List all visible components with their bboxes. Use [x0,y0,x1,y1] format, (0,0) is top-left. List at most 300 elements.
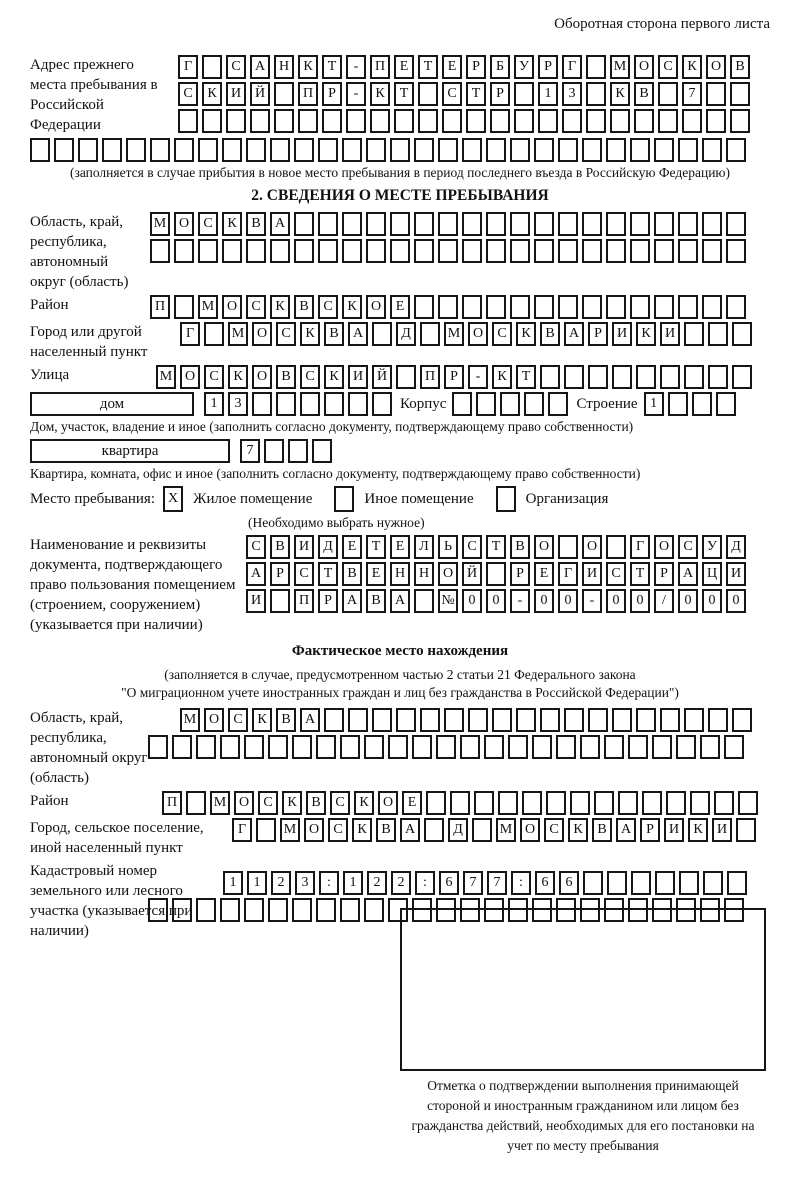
char-cell [514,82,534,106]
char-cell [450,791,470,815]
char-cell [288,439,308,463]
char-cell [244,898,264,922]
char-cell: И [582,562,602,586]
korpus-cells [452,392,572,416]
char-cell: О [204,708,224,732]
char-cell [300,392,320,416]
fact-oblast-group [30,708,770,788]
char-cell [468,708,488,732]
char-cell: О [234,791,254,815]
char-cell: Е [402,791,422,815]
char-cell [366,239,386,263]
char-cell: Е [394,55,414,79]
char-cell [510,239,530,263]
char-cell [582,239,602,263]
char-cell: С [246,535,266,559]
prev-address-row-2 [178,82,754,106]
char-cell: И [612,322,632,346]
char-cell: О [582,535,602,559]
char-cell [196,735,216,759]
char-cell [678,212,698,236]
char-cell [702,295,722,319]
oblast-row-1 [150,212,750,236]
rayon-label: Район [30,297,69,313]
fact-gorod-label: Город, сельское поселение, иной населенный пункт [30,820,204,856]
char-cell: К [610,82,630,106]
char-cell [666,791,686,815]
char-cell: С [318,295,338,319]
char-cell: 0 [606,589,626,613]
char-cell [540,365,560,389]
char-cell [604,898,624,922]
char-cell [636,708,656,732]
fact-oblast-row-2 [148,735,756,759]
char-cell: К [270,295,290,319]
char-cell: Д [396,322,416,346]
char-cell: А [616,818,636,842]
organizatsiya-label: Организация [525,490,609,507]
char-cell: Т [486,535,506,559]
kadastr-label: Кадастровый номер земельного или лесного участка (указывается при наличии) [30,863,193,939]
char-cell: Т [630,562,650,586]
char-cell [558,138,578,162]
char-cell [522,791,542,815]
char-cell: М [156,365,176,389]
char-cell [628,898,648,922]
char-cell [264,439,284,463]
char-cell [452,392,472,416]
char-cell [612,365,632,389]
char-cell: К [636,322,656,346]
char-cell [270,138,290,162]
char-cell [714,791,734,815]
char-cell [706,109,726,133]
char-cell [588,365,608,389]
fact-rayon-label: Район [30,793,69,809]
prev-address-rows [178,55,754,133]
char-cell [390,239,410,263]
char-cell: К [342,295,362,319]
char-cell: О [304,818,324,842]
dom-cells [204,392,396,416]
char-cell [438,239,458,263]
char-cell [342,212,362,236]
char-cell: С [462,535,482,559]
char-cell: Р [444,365,464,389]
char-cell [270,239,290,263]
char-cell [372,392,392,416]
char-cell [484,735,504,759]
char-cell: 7 [240,439,260,463]
char-cell: О [252,322,272,346]
char-cell [678,138,698,162]
char-cell: 0 [726,589,746,613]
char-cell [418,82,438,106]
char-cell [606,239,626,263]
char-cell: Т [516,365,536,389]
char-cell [414,212,434,236]
char-cell: Д [726,535,746,559]
char-cell: Т [394,82,414,106]
char-cell [414,295,434,319]
char-cell [172,898,192,922]
rayon-group [30,295,770,319]
char-cell [198,239,218,263]
char-cell [274,109,294,133]
char-cell [174,138,194,162]
char-cell [390,138,410,162]
char-cell: С [198,212,218,236]
char-cell [702,212,722,236]
char-cell: П [420,365,440,389]
char-cell [220,898,240,922]
char-cell: 6 [439,871,459,895]
char-cell [604,735,624,759]
char-cell [668,392,688,416]
prev-address-group [30,55,770,135]
char-cell [654,212,674,236]
char-cell [628,735,648,759]
char-cell: К [298,55,318,79]
char-cell [652,898,672,922]
char-cell: В [540,322,560,346]
char-cell: Р [510,562,530,586]
char-cell [324,708,344,732]
char-cell [412,735,432,759]
char-cell [676,898,696,922]
char-cell [618,791,638,815]
kvartira-cells [240,439,336,463]
char-cell [582,212,602,236]
char-cell: 0 [678,589,698,613]
char-cell [514,109,534,133]
char-cell [348,392,368,416]
char-cell: П [150,295,170,319]
char-cell [716,392,736,416]
char-cell [322,109,342,133]
char-cell [252,392,272,416]
ulitsa-label: Улица [30,367,70,383]
char-cell: Г [232,818,252,842]
char-cell: К [354,791,374,815]
char-cell [474,791,494,815]
char-cell [460,898,480,922]
fact-gorod-group [30,818,770,858]
char-cell [726,212,746,236]
char-cell: И [664,818,684,842]
char-cell: 3 [562,82,582,106]
char-cell: М [210,791,230,815]
char-cell [564,708,584,732]
kvartira-caption: Квартира, комната, офис и иное (заполнить согласно документу, подтверждающему право собственности) [30,466,641,481]
char-cell: О [654,535,674,559]
char-cell [202,55,222,79]
char-cell [316,735,336,759]
char-cell [394,109,414,133]
char-cell [654,295,674,319]
char-cell [222,239,242,263]
char-cell [318,212,338,236]
char-cell: С [658,55,678,79]
char-cell [246,239,266,263]
kvartira-box: квартира [30,439,230,463]
fact-title: Фактическое место нахождения [291,643,509,659]
char-cell: О [634,55,654,79]
char-cell [268,898,288,922]
char-cell [498,791,518,815]
char-cell [30,138,50,162]
char-cell [738,791,758,815]
char-cell: : [319,871,339,895]
char-cell: В [270,535,290,559]
char-cell [388,898,408,922]
char-cell: 2 [367,871,387,895]
char-cell [606,212,626,236]
char-cell [438,212,458,236]
char-cell: О [222,295,242,319]
char-cell: К [682,55,702,79]
char-cell: И [726,562,746,586]
char-cell [724,735,744,759]
char-cell: 1 [247,871,267,895]
char-cell [534,295,554,319]
char-cell: Р [588,322,608,346]
kadastr-row-1 [223,871,751,895]
char-cell: В [376,818,396,842]
prev-address-label: Адрес прежнего места пребывания в Российской Федерации [30,57,158,133]
char-cell: О [378,791,398,815]
char-cell: И [294,535,314,559]
char-cell: Й [372,365,392,389]
char-cell: Р [318,589,338,613]
char-cell [500,392,520,416]
char-cell: П [370,55,390,79]
char-cell [510,138,530,162]
korpus-label: Корпус [400,396,447,412]
char-cell [246,138,266,162]
char-cell [178,109,198,133]
char-cell: А [250,55,270,79]
char-cell: Н [274,55,294,79]
char-cell: - [346,82,366,106]
char-cell [466,109,486,133]
char-cell [244,735,264,759]
char-cell: В [730,55,750,79]
char-cell: Ь [438,535,458,559]
char-cell [582,138,602,162]
doc-row-3 [246,589,750,613]
char-cell [292,898,312,922]
char-cell [462,295,482,319]
char-cell [476,392,496,416]
char-cell: М [444,322,464,346]
char-cell: К [568,818,588,842]
char-cell: С [492,322,512,346]
char-cell: 1 [644,392,664,416]
fact-rayon-row [162,791,762,815]
gorod-label: Город или другой населенный пункт [30,324,148,360]
char-cell [516,708,536,732]
char-cell: С [294,562,314,586]
page-side-note: Оборотная сторона первого листа [554,16,770,32]
char-cell: - [468,365,488,389]
char-cell [700,898,720,922]
char-cell [202,109,222,133]
char-cell: К [202,82,222,106]
char-cell: И [712,818,732,842]
char-cell: В [324,322,344,346]
char-cell [612,708,632,732]
char-cell [372,322,392,346]
char-cell: У [514,55,534,79]
zhiloe-label: Жилое помещение [193,490,313,507]
char-cell: 1 [223,871,243,895]
char-cell [630,239,650,263]
char-cell [580,735,600,759]
char-cell [732,365,752,389]
char-cell [414,239,434,263]
char-cell [414,589,434,613]
char-cell: С [258,791,278,815]
char-cell: Е [390,295,410,319]
char-cell [727,871,747,895]
char-cell: Г [178,55,198,79]
char-cell: 3 [295,871,315,895]
char-cell: Т [466,82,486,106]
char-cell: А [348,322,368,346]
char-cell [148,898,168,922]
char-cell: Д [448,818,468,842]
char-cell [726,295,746,319]
char-cell: Д [318,535,338,559]
char-cell [148,735,168,759]
char-cell [676,735,696,759]
char-cell [486,212,506,236]
char-cell [534,212,554,236]
kadastr-row-2 [148,898,751,922]
char-cell [586,82,606,106]
char-cell: В [634,82,654,106]
ulitsa-group [30,365,770,389]
char-cell [658,109,678,133]
fact-rayon-group [30,791,770,815]
char-cell: 6 [559,871,579,895]
char-cell: 0 [486,589,506,613]
char-cell [172,735,192,759]
char-cell [558,239,578,263]
char-cell: Т [322,55,342,79]
char-cell: № [438,589,458,613]
char-cell: А [270,212,290,236]
char-cell: М [150,212,170,236]
fact-oblast-label: Область, край, республика, автономный округ (область) [30,710,148,786]
char-cell [540,708,560,732]
char-cell: В [510,535,530,559]
char-cell [708,365,728,389]
char-cell [340,898,360,922]
char-cell: Й [462,562,482,586]
char-cell: К [222,212,242,236]
char-cell: 0 [534,589,554,613]
char-cell: М [280,818,300,842]
char-cell [706,82,726,106]
ulitsa-row [156,365,756,389]
prev-address-row-4 [30,138,770,162]
char-cell: В [276,708,296,732]
char-cell [730,82,750,106]
char-cell [294,212,314,236]
char-cell [342,138,362,162]
char-cell [324,392,344,416]
oblast-group [30,212,770,292]
char-cell [606,295,626,319]
dom-box: дом [30,392,194,416]
char-cell: Р [490,82,510,106]
char-cell [726,138,746,162]
char-cell [364,898,384,922]
char-cell [546,791,566,815]
char-cell [414,138,434,162]
char-cell [420,322,440,346]
char-cell [556,735,576,759]
fact-caption-1: (заполняется в случае, предусмотренном частью 2 статьи 21 Федерального закона [164,667,636,682]
char-cell: Е [390,535,410,559]
char-cell: В [592,818,612,842]
mesto-label: Место пребывания: [30,490,155,507]
char-cell: С [328,818,348,842]
char-cell [436,735,456,759]
char-cell [702,239,722,263]
char-cell: Ц [702,562,722,586]
char-cell: Й [250,82,270,106]
char-cell: П [298,82,318,106]
char-cell [174,295,194,319]
char-cell [510,212,530,236]
char-cell: Р [640,818,660,842]
char-cell: Р [322,82,342,106]
char-cell [486,239,506,263]
char-cell: Р [538,55,558,79]
char-cell: 1 [204,392,224,416]
char-cell [204,322,224,346]
char-cell: О [174,212,194,236]
char-cell: 0 [558,589,578,613]
char-cell [298,109,318,133]
char-cell [708,322,728,346]
char-cell: С [606,562,626,586]
char-cell [630,295,650,319]
char-cell: : [415,871,435,895]
oblast-row-2 [150,239,750,263]
char-cell: 0 [462,589,482,613]
char-cell [436,898,456,922]
char-cell [274,82,294,106]
char-cell [490,109,510,133]
char-cell [538,109,558,133]
char-cell: У [702,535,722,559]
char-cell [312,439,332,463]
char-cell: В [246,212,266,236]
char-cell [396,708,416,732]
char-cell: М [610,55,630,79]
char-cell: Г [558,562,578,586]
char-cell [631,871,651,895]
char-cell [679,871,699,895]
char-cell [486,138,506,162]
char-cell: Н [390,562,410,586]
char-cell: А [246,562,266,586]
rayon-row [150,295,750,319]
